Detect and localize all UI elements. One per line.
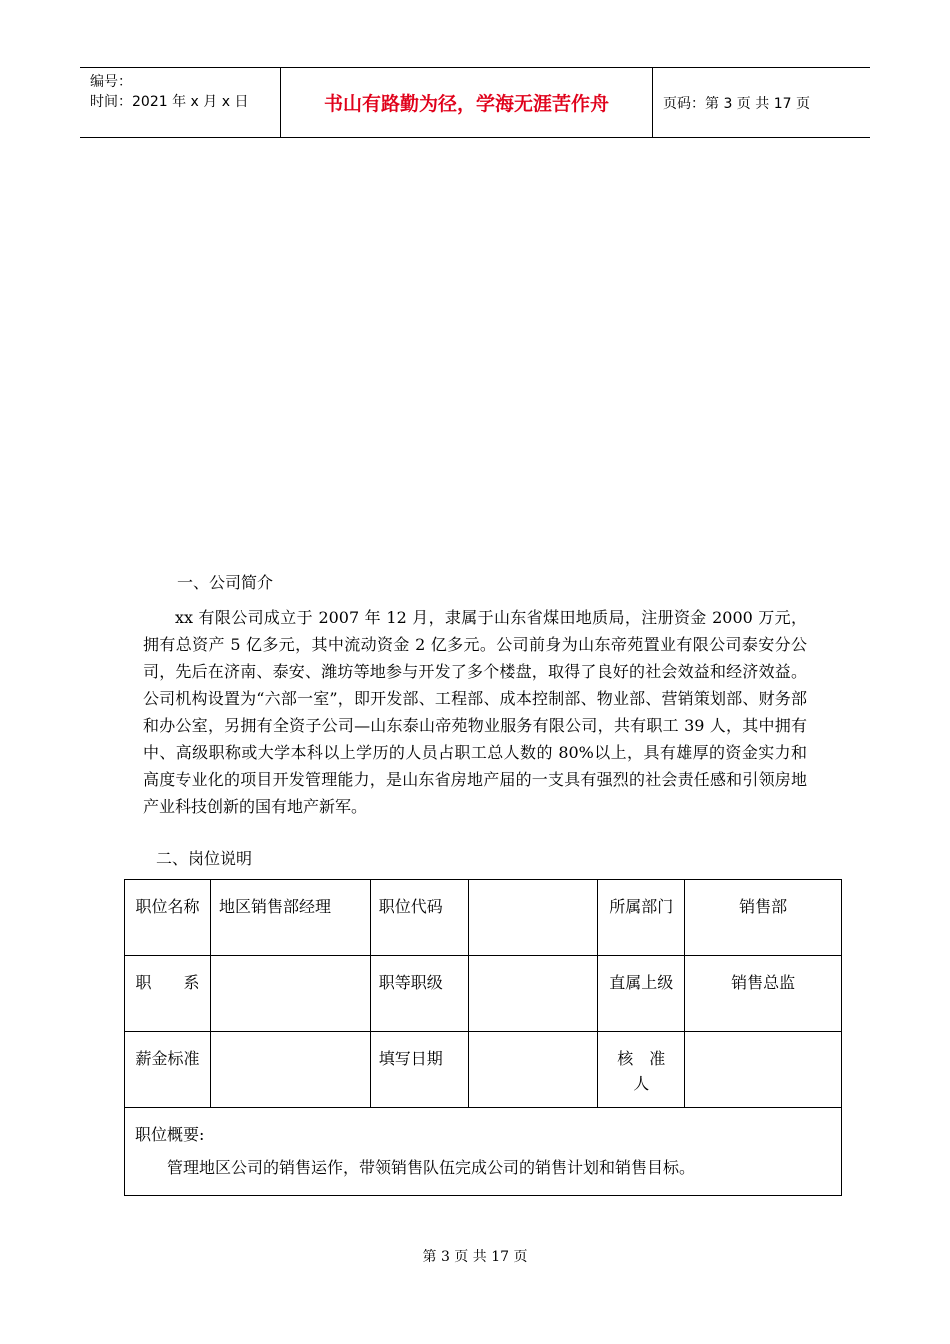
- table-row: [125, 1032, 842, 1108]
- salary-standard-value: [210, 1032, 370, 1108]
- direct-supervisor-label: 直属上级: [598, 956, 685, 1032]
- header-meta: [80, 68, 281, 137]
- fill-date-value: [468, 1032, 598, 1108]
- department-value: 销售部: [685, 880, 842, 956]
- direct-supervisor-value: 销售总监: [685, 956, 842, 1032]
- table-row: [125, 1108, 842, 1196]
- number-label: 编号：: [90, 74, 132, 90]
- position-code-value: [468, 880, 598, 956]
- position-summary-label: 职位概要:: [135, 1125, 205, 1144]
- page-footer: 第 3 页 共 17 页: [422, 1249, 528, 1265]
- job-description-table: [124, 879, 842, 1196]
- time-label: 时间：2021 年 x 月 x 日: [90, 94, 249, 110]
- position-code-label: 职位代码: [370, 880, 468, 956]
- salary-standard-label: 薪金标准: [125, 1032, 211, 1108]
- position-name-label: 职位名称: [125, 880, 211, 956]
- page-header: [80, 67, 870, 138]
- grade-level-label: 职等职级: [370, 956, 468, 1032]
- job-family-label: 职 系: [125, 956, 211, 1032]
- table-row: [125, 880, 842, 956]
- company-intro-paragraph: xx 有限公司成立于 2007 年 12 月，隶属于山东省煤田地质局，注册资金 2000 万元，拥有总资产 5 亿多元，其中流动资金 2 亿多元。公司前身为山东帝苑置业有限公司泰安分公司，先后在济南、泰安、潍坊等地参与开发了多个楼盘，取得了良好的社会效益和经济效益。公司机构设置为“六部一室”，即开发部、工程部、成本控制部、物业部、营销策划部、财务部和办公室，另拥有全资子公司—山东泰山帝苑物业服务有限公司，共有职工 39 人，其中拥有中、高级职称或大学本科以上学历的人员占职工总人数的 80%以上，具有雄厚的资金实力和高度专业化的项目开发管理能力，是山东省房地产届的一支具有强烈的社会责任感和引领房地产业科技创新的国有地产新军。: [143, 608, 807, 816]
- table-row: [125, 956, 842, 1032]
- header-page-info: 页码：第 3 页 共 17 页: [663, 95, 810, 112]
- position-name-value: 地区销售部经理: [210, 880, 370, 956]
- section-title-company-intro: 一、公司简介: [177, 573, 274, 592]
- grade-level-value: [468, 956, 598, 1032]
- position-summary-cell: [125, 1108, 842, 1196]
- header-motto: 书山有路勤为径，学海无涯苦作舟: [281, 68, 653, 137]
- approver-label: 核 准 人: [598, 1032, 685, 1108]
- fill-date-label: 填写日期: [370, 1032, 468, 1108]
- position-summary-text: 管理地区公司的销售运作，带领销售队伍完成公司的销售计划和销售目标。: [167, 1158, 696, 1177]
- section-title-job-description: 二、岗位说明: [156, 849, 253, 868]
- approver-value: [685, 1032, 842, 1108]
- department-label: 所属部门: [598, 880, 685, 956]
- job-family-value: [210, 956, 370, 1032]
